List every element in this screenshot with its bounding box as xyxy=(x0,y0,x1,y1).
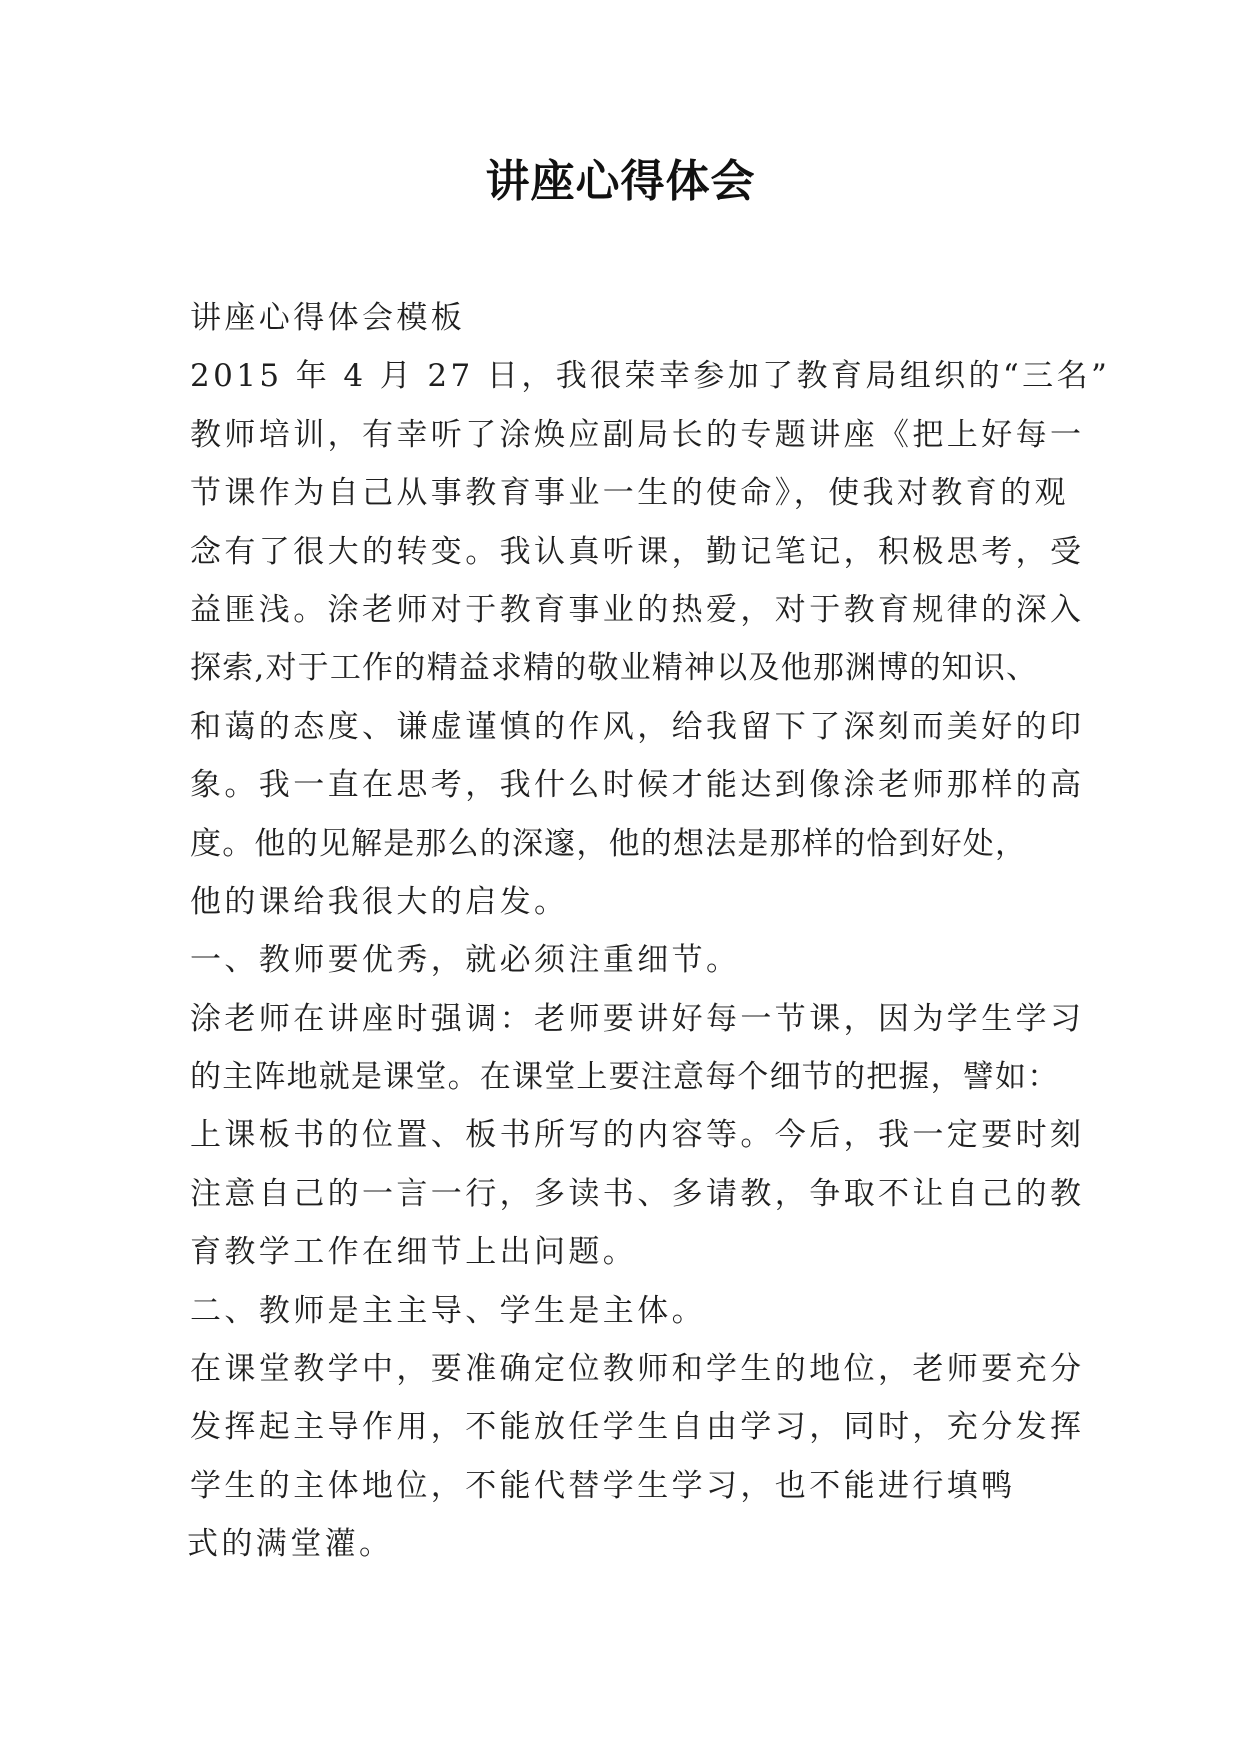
document-body xyxy=(187,289,1111,1574)
paragraph-line: 2015 年 4 月 27 日，我很荣幸参加了教育局组织的“三名” xyxy=(190,358,1111,395)
paragraph-line: 益匪浅。涂老师对于教育事业的热爱，对于教育规律的深入 xyxy=(190,591,1085,628)
paragraph-line: 涂老师在讲座时强调：老师要讲好每一节课，因为学生学习 xyxy=(190,1000,1085,1037)
document-title: 讲座心得体会 xyxy=(485,156,756,207)
paragraph-line: 他的课给我很大的启发。 xyxy=(190,883,569,920)
section-heading-1: 一、教师要优秀，就必须注重细节。 xyxy=(190,942,741,979)
paragraph-line: 的主阵地就是课堂。在课堂上要注意每个细节的把握，譬如： xyxy=(190,1059,1060,1096)
paragraph-line: 象。我一直在思考，我什么时候才能达到像涂老师那样的高 xyxy=(190,767,1085,804)
section-heading-2: 二、教师是主主导、学生是主体。 xyxy=(190,1292,706,1329)
paragraph-line: 上课板书的位置、板书所写的内容等。今后，我一定要时刻 xyxy=(190,1117,1085,1154)
paragraph-line: 式的满堂灌。 xyxy=(187,1526,394,1563)
paragraph-line: 在课堂教学中，要准确定位教师和学生的地位，老师要充分 xyxy=(190,1351,1085,1388)
paragraph-line: 注意自己的一言一行，多读书、多请教，争取不让自己的教 xyxy=(190,1175,1085,1212)
paragraph-line: 教师培训，有幸听了涂焕应副局长的专题讲座《把上好每一 xyxy=(190,416,1085,453)
paragraph-line: 节课作为自己从事教育事业一生的使命》，使我对教育的观 xyxy=(190,475,1069,512)
paragraph-line: 和蔼的态度、谦虚谨慎的作风，给我留下了深刻而美好的印 xyxy=(190,708,1085,745)
paragraph-line: 育教学工作在细节上出问题。 xyxy=(190,1234,638,1271)
paragraph-line: 探索,对于工作的精益求精的敬业精神以及他那渊博的知识、 xyxy=(190,650,1039,687)
paragraph-line: 发挥起主导作用，不能放任学生自由学习，同时，充分发挥 xyxy=(190,1409,1085,1446)
subtitle-line: 讲座心得体会模板 xyxy=(190,300,466,336)
paragraph-line: 念有了很大的转变。我认真听课，勤记笔记，积极思考，受 xyxy=(190,533,1085,570)
paragraph-line: 度。他的见解是那么的深邃，他的想法是那样的恰到好处， xyxy=(190,825,1028,862)
paragraph-line: 学生的主体地位，不能代替学生学习，也不能进行填鸭 xyxy=(190,1467,1016,1504)
